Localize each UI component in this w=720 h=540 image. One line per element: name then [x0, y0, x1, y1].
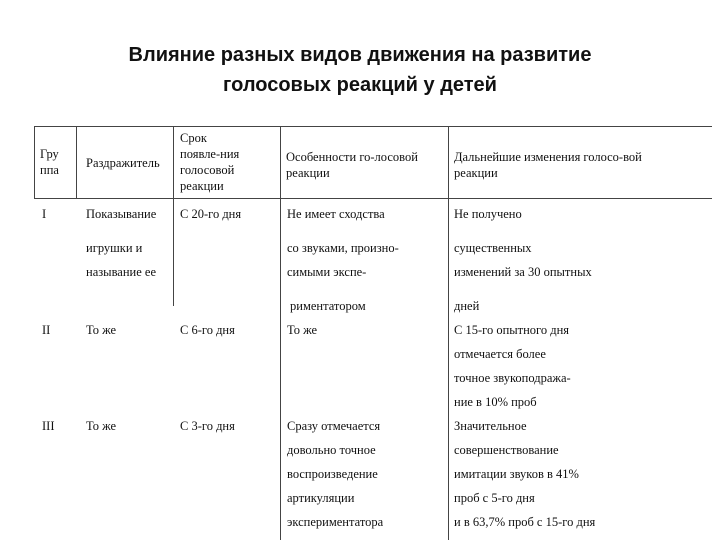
- title-line-2: голосовых реакций у детей: [223, 74, 497, 96]
- row2-onset: С 6-го дня: [180, 323, 235, 337]
- row3-features-5: экспериментатора: [287, 515, 384, 529]
- column-divider-1: [76, 126, 77, 198]
- row3-group: III: [42, 419, 55, 433]
- table-top-rule: [34, 126, 712, 127]
- title-line-1: Влияние разных видов движения на развитие: [128, 44, 592, 66]
- row1-further-3: изменений за 30 опытных: [454, 265, 592, 279]
- row1-stimulus-1: Показывание: [86, 207, 157, 221]
- row2-further-3: точное звукоподража-: [454, 371, 571, 385]
- row1-group: I: [42, 207, 47, 221]
- row2-further-1: С 15-го опытного дня: [454, 323, 570, 337]
- row3-features-1: Сразу отмечается: [287, 419, 381, 433]
- row3-features-2: довольно точное: [287, 443, 376, 457]
- row3-further-3: имитации звуков в 41%: [454, 467, 579, 481]
- row3-further-5: и в 63,7% проб с 15-го дня: [454, 515, 596, 529]
- row1-onset: С 20-го дня: [180, 207, 242, 221]
- row1-features-2: со звуками, произно-: [287, 241, 399, 255]
- header-onset-4: реакции: [180, 179, 224, 193]
- header-onset-3: голосовой: [180, 163, 235, 177]
- header-group-2: ппа: [40, 163, 59, 177]
- row2-group: II: [42, 323, 51, 337]
- row3-features-4: артикуляции: [287, 491, 355, 505]
- row3-further-2: совершенствование: [454, 443, 559, 457]
- column-divider-3: [280, 126, 281, 540]
- row3-onset: С 3-го дня: [180, 419, 235, 433]
- page-title: [0, 40, 720, 100]
- header-stimulus: Раздражитель: [86, 156, 160, 170]
- header-onset-2: появле-ния: [180, 147, 240, 161]
- row3-stimulus: То же: [86, 419, 117, 433]
- row3-features-3: воспроизведение: [287, 467, 378, 481]
- row1-features-1: Не имеет сходства: [287, 207, 385, 221]
- row1-stimulus-3: называние ее: [86, 265, 157, 279]
- header-further-1: Дальнейшие изменения голосо-вой: [454, 150, 642, 164]
- header-further-2: реакции: [454, 166, 498, 180]
- header-group-1: Гру: [40, 147, 59, 161]
- header-features-1: Особенности го-лосовой: [286, 150, 418, 164]
- row3-further-1: Значительное: [454, 419, 527, 433]
- row2-further-2: отмечается более: [454, 347, 546, 361]
- row1-stimulus-2: игрушки и: [86, 241, 143, 255]
- header-onset-1: Срок: [180, 131, 207, 145]
- table-left-border: [34, 126, 35, 198]
- row1-further-4: дней: [454, 299, 480, 313]
- row3-further-4: проб с 5-го дня: [454, 491, 535, 505]
- header-features-2: реакции: [286, 166, 330, 180]
- column-divider-4: [448, 126, 449, 540]
- row1-further-2: существенных: [454, 241, 532, 255]
- header-bottom-rule: [34, 198, 712, 199]
- column-divider-2: [173, 126, 174, 306]
- row1-features-3: симыми экспе-: [287, 265, 367, 279]
- row1-further-1: Не получено: [454, 207, 522, 221]
- row2-stimulus: То же: [86, 323, 117, 337]
- row2-further-4: ние в 10% проб: [454, 395, 537, 409]
- row2-features: То же: [287, 323, 318, 337]
- row1-features-4: риментатором: [290, 299, 366, 313]
